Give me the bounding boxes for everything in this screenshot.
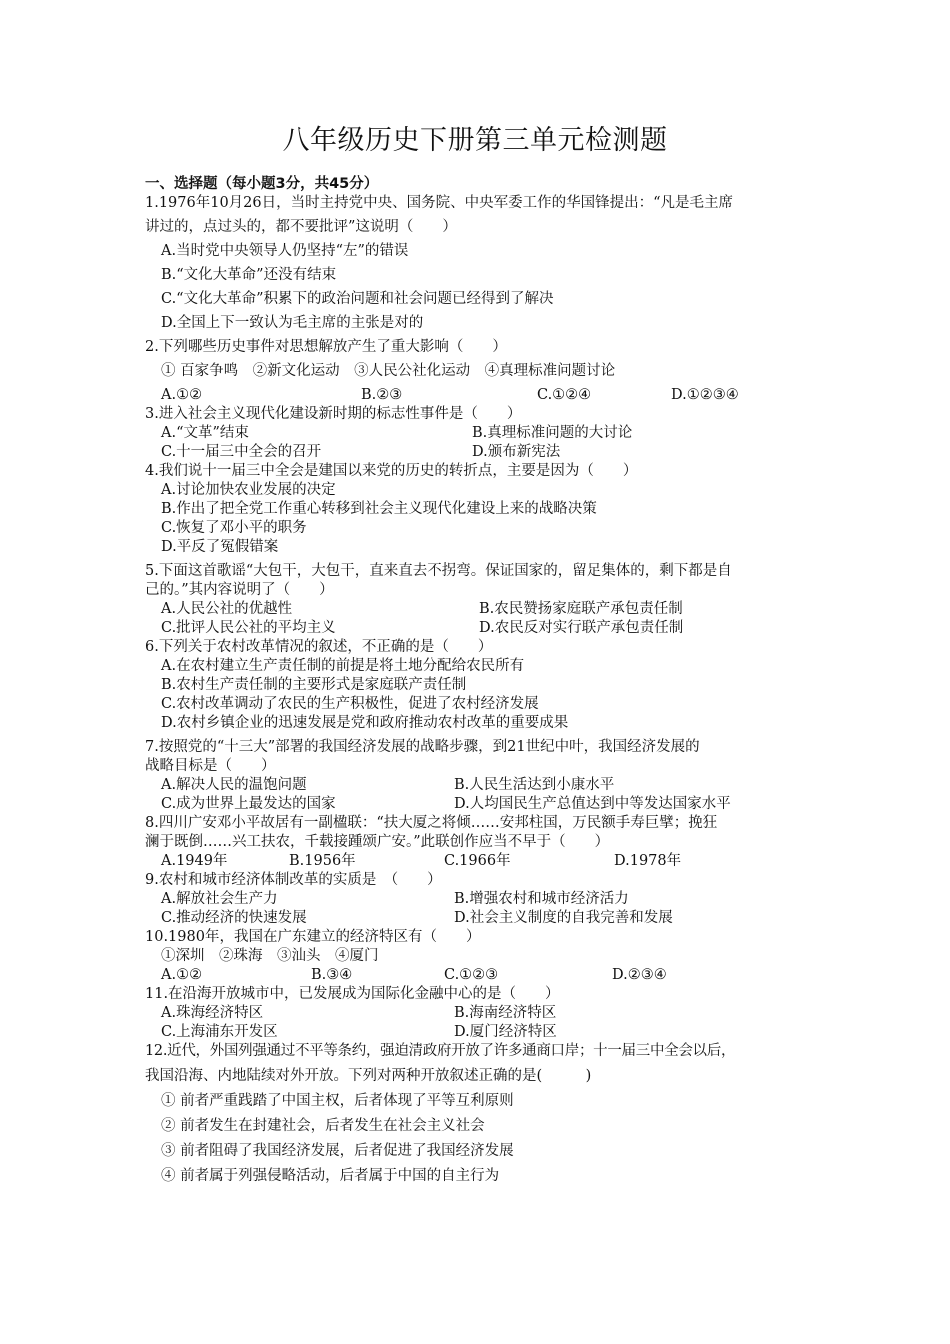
option-c: C.上海浦东开发区 [161, 1024, 278, 1040]
question-stem: 己的。”其内容说明了（ ） [145, 582, 334, 598]
option-b: B.人民生活达到小康水平 [454, 777, 615, 793]
question-list [145, 194, 810, 1186]
question-1 [145, 194, 810, 333]
option-b: B.农民赞扬家庭联产承包责任制 [479, 601, 683, 617]
option-c: C.1966年 [444, 853, 511, 869]
options-row [145, 1023, 810, 1042]
option-b: B.作出了把全党工作重心转移到社会主义现代化建设上来的战略决策 [161, 501, 597, 517]
option-a: A.讨论加快农业发展的决定 [161, 482, 336, 498]
question-stem: 9.农村和城市经济体制改革的实质是 （ ） [145, 872, 442, 888]
option-a: A.①② [161, 387, 203, 403]
option-a: A.1949年 [161, 853, 228, 869]
question-7 [145, 738, 810, 814]
options-row [145, 966, 810, 985]
options-row [145, 386, 810, 405]
option-d: D.①②③④ [671, 387, 739, 403]
statement-1: ① 前者严重践踏了中国主权，后者体现了平等互利原则 [161, 1093, 514, 1109]
options-row [145, 852, 810, 871]
question-stem: 7.按照党的“十三大”部署的我国经济发展的战略步骤，到21世纪中叶，我国经济发展的 [145, 739, 700, 755]
option-a: A.珠海经济特区 [161, 1005, 264, 1021]
option-a: A.在农村建立生产责任制的前提是将土地分配给农民所有 [161, 658, 525, 674]
question-12 [145, 1042, 810, 1186]
question-stem: 12.近代，外国列强通过不平等条约，强迫清政府开放了许多通商口岸；十一届三中全会以后， [145, 1043, 736, 1059]
option-a: A.当时党中央领导人仍坚持“左”的错误 [161, 243, 409, 259]
question-4 [145, 462, 810, 557]
question-stem: 我国沿海、内地陆续对外开放。下列对两种开放叙述正确的是( ) [145, 1068, 592, 1084]
question-6 [145, 638, 810, 733]
statement-3: ③ 前者阻碍了我国经济发展，后者促进了我国经济发展 [161, 1143, 514, 1159]
options-row [145, 443, 810, 462]
option-c: C.成为世界上最发达的国家 [161, 796, 336, 812]
option-d: D.社会主义制度的自我完善和发展 [454, 910, 673, 926]
question-stem: 澜于既倒……兴工扶农，千载接踵颂广安。”此联创作应当不早于（ ） [145, 834, 610, 850]
option-b: B.真理标准问题的大讨论 [472, 425, 633, 441]
question-stem: 8.四川广安邓小平故居有一副楹联：“扶大厦之将倾……安邦柱国，万民额手寿巨擘；挽狂 [145, 815, 718, 831]
question-stem: 5.下面这首歌谣“大包干，大包干，直来直去不拐弯。保证国家的，留足集体的，剩下都是自 [145, 563, 732, 579]
option-d: D.②③④ [612, 967, 667, 983]
options-row [145, 1004, 810, 1023]
option-b: B.农村生产责任制的主要形式是家庭联产责任制 [161, 677, 467, 693]
options-row [145, 600, 810, 619]
section-heading: 一、选择题（每小题3分，共45分） [145, 176, 379, 192]
option-c: C.十一届三中全会的召开 [161, 444, 322, 460]
question-items: ① 百家争鸣 ②新文化运动 ③人民公社化运动 ④真理标准问题讨论 [161, 363, 616, 379]
option-d: D.农村乡镇企业的迅速发展是党和政府推动农村改革的重要成果 [161, 715, 569, 731]
option-d: D.人均国民生产总值达到中等发达国家水平 [454, 796, 731, 812]
statement-2: ② 前者发生在封建社会，后者发生在社会主义社会 [161, 1118, 485, 1134]
options-row [145, 795, 810, 814]
option-b: B.海南经济特区 [454, 1005, 557, 1021]
option-c: C.农村改革调动了农民的生产积极性，促进了农村经济发展 [161, 696, 539, 712]
option-a: A.①② [161, 967, 203, 983]
option-d: D.颁布新宪法 [472, 444, 561, 460]
option-c: C.①②④ [537, 387, 592, 403]
question-stem: 11.在沿海开放城市中，已发展成为国际化金融中心的是（ ） [145, 986, 560, 1002]
question-10 [145, 928, 810, 985]
option-c: C.恢复了邓小平的职务 [161, 520, 307, 536]
options-row [145, 909, 810, 928]
question-stem: 战略目标是（ ） [145, 758, 276, 774]
question-8 [145, 814, 810, 871]
option-b: B.增强农村和城市经济活力 [454, 891, 629, 907]
option-b: B.②③ [361, 387, 403, 403]
option-a: A.解决人民的温饱问题 [161, 777, 307, 793]
question-stem: 3.进入社会主义现代化建设新时期的标志性事件是（ ） [145, 406, 522, 422]
option-b: B.③④ [311, 967, 353, 983]
option-d: D.全国上下一致认为毛主席的主张是对的 [161, 315, 424, 331]
option-a: A.“文革”结束 [161, 425, 249, 441]
question-11 [145, 985, 810, 1042]
option-a: A.人民公社的优越性 [161, 601, 293, 617]
option-c: C.“文化大革命”积累下的政治问题和社会问题已经得到了解决 [161, 291, 554, 307]
options-row [145, 424, 810, 443]
question-5 [145, 562, 810, 638]
question-9 [145, 871, 810, 928]
option-d: D.1978年 [614, 853, 682, 869]
question-items: ①深圳 ②珠海 ③汕头 ④厦门 [161, 948, 379, 964]
question-stem: 讲过的，点过头的，都不要批评”这说明（ ） [145, 219, 457, 235]
options-row [145, 619, 810, 638]
option-c: C.批评人民公社的平均主义 [161, 620, 336, 636]
option-b: B.1956年 [289, 853, 356, 869]
option-d: D.农民反对实行联产承包责任制 [479, 620, 684, 636]
question-stem: 1.1976年10月26日，当时主持党中央、国务院、中央军委工作的华国锋提出：“凡是毛主席 [145, 195, 734, 211]
question-stem: 6.下列关于农村改革情况的叙述，不正确的是（ ） [145, 639, 493, 655]
option-a: A.解放社会生产力 [161, 891, 278, 907]
page-title: 八年级历史下册第三单元检测题 [282, 125, 668, 156]
question-2 [145, 338, 810, 405]
option-c: C.①②③ [444, 967, 499, 983]
question-stem: 10.1980年，我国在广东建立的经济特区有（ ） [145, 929, 481, 945]
options-row [145, 776, 810, 795]
statement-4: ④ 前者属于列强侵略活动，后者属于中国的自主行为 [161, 1168, 500, 1184]
options-row [145, 890, 810, 909]
question-stem: 2.下列哪些历史事件对思想解放产生了重大影响（ ） [145, 339, 507, 355]
option-b: B.“文化大革命”还没有结束 [161, 267, 337, 283]
question-3 [145, 405, 810, 462]
option-d: D.平反了冤假错案 [161, 539, 279, 555]
question-stem: 4.我们说十一届三中全会是建国以来党的历史的转折点，主要是因为（ ） [145, 463, 638, 479]
option-c: C.推动经济的快速发展 [161, 910, 307, 926]
option-d: D.厦门经济特区 [454, 1024, 557, 1040]
